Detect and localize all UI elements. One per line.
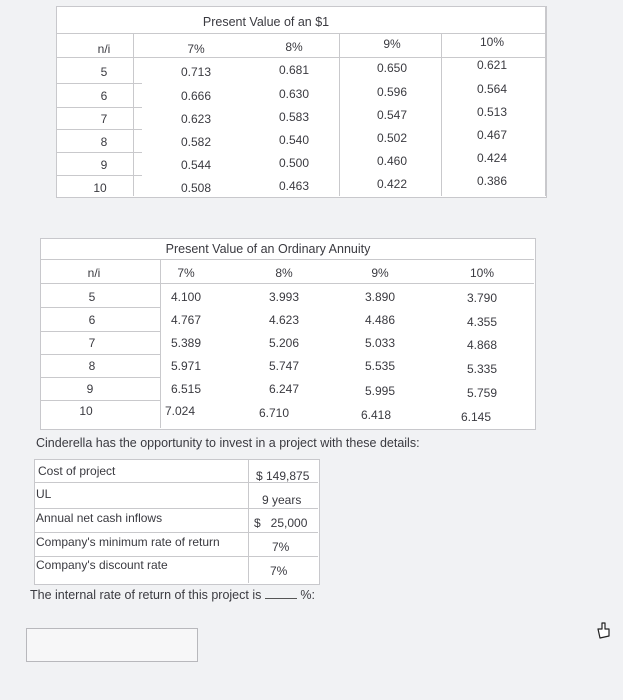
pv-cell: 0.540 — [278, 133, 310, 147]
detail-label: UL — [36, 487, 52, 501]
pv-cell: 0.564 — [476, 82, 508, 96]
annuity-cell: 8 — [88, 359, 96, 373]
pv-cell: 9 — [100, 158, 108, 172]
annuity-header-8: 8% — [275, 266, 293, 280]
annuity-cell: 4.355 — [466, 315, 498, 329]
question-intro: Cinderella has the opportunity to invest in a project with these details: — [36, 436, 420, 450]
pv-cell: 8 — [100, 135, 108, 149]
detail-value: $ 25,000 — [254, 516, 308, 530]
pv-cell: 0.508 — [180, 181, 212, 195]
annuity-cell: 9 — [86, 382, 94, 396]
detail-value: 7% — [270, 564, 288, 578]
annuity-cell: 5.971 — [170, 359, 202, 373]
pv-header-10: 10% — [479, 35, 505, 49]
irr-prompt-suffix: %: — [300, 588, 315, 602]
annuity-cell: 6.710 — [258, 406, 290, 420]
detail-label: Cost of project — [38, 464, 116, 478]
annuity-cell: 4.767 — [170, 313, 202, 327]
annuity-cell: 5.747 — [268, 359, 300, 373]
pv-cell: 0.502 — [376, 131, 408, 145]
annuity-cell: 5.206 — [268, 336, 300, 350]
annuity-cell: 5.335 — [466, 362, 498, 376]
detail-label: Company's minimum rate of return — [36, 535, 220, 549]
annuity-cell: 5 — [88, 290, 96, 304]
pv-cell: 0.630 — [278, 87, 310, 101]
annuity-cell: 5.033 — [364, 336, 396, 350]
pv-cell: 0.460 — [376, 154, 408, 168]
annuity-header-10: 10% — [469, 266, 495, 280]
annuity-cell: 5.535 — [364, 359, 396, 373]
pv-cell: 0.467 — [476, 128, 508, 142]
pv-cell: 0.650 — [376, 61, 408, 75]
annuity-cell: 5.995 — [364, 384, 396, 398]
pv-header-8: 8% — [285, 40, 303, 54]
pv-cell: 0.500 — [278, 156, 310, 170]
pv-cell: 0.544 — [180, 158, 212, 172]
detail-value: $ 149,875 — [256, 469, 310, 483]
detail-value: 7% — [272, 540, 290, 554]
annuity-cell: 6 — [88, 313, 96, 327]
irr-answer-input[interactable] — [26, 628, 198, 662]
annuity-cell: 6.418 — [360, 408, 392, 422]
irr-prompt — [30, 588, 315, 602]
pv-cell: 0.596 — [376, 85, 408, 99]
annuity-cell: 4.486 — [364, 313, 396, 327]
annuity-cell: 3.790 — [466, 291, 498, 305]
pv-cell: 0.582 — [180, 135, 212, 149]
pv-cell: 0.621 — [476, 58, 508, 72]
pv-cell: 7 — [100, 112, 108, 126]
pv-cell: 0.623 — [180, 112, 212, 126]
annuity-table-title: Present Value of an Ordinary Annuity — [165, 242, 371, 256]
annuity-cell: 3.890 — [364, 290, 396, 304]
pv-table-title: Present Value of an $1 — [202, 15, 330, 29]
annuity-cell: 3.993 — [268, 290, 300, 304]
pv-cell: 0.666 — [180, 89, 212, 103]
pv-header-n: n/i — [97, 42, 111, 56]
annuity-cell: 6.247 — [268, 382, 300, 396]
pv-cell: 0.386 — [476, 174, 508, 188]
pv-cell: 10 — [93, 181, 107, 195]
pv-cell: 0.513 — [476, 105, 508, 119]
irr-prompt-text: The internal rate of return of this project is — [30, 588, 262, 602]
pv-cell: 0.547 — [376, 108, 408, 122]
annuity-cell: 4.100 — [170, 290, 202, 304]
annuity-cell: 6.515 — [170, 382, 202, 396]
pv-cell: 6 — [100, 89, 108, 103]
pv-cell: 0.424 — [476, 151, 508, 165]
annuity-cell: 4.868 — [466, 338, 498, 352]
annuity-cell: 7.024 — [164, 404, 196, 418]
pv-header-9: 9% — [383, 37, 401, 51]
irr-blank — [265, 588, 297, 599]
pv-cell: 0.422 — [376, 177, 408, 191]
detail-label: Company's discount rate — [36, 558, 168, 572]
annuity-cell: 5.389 — [170, 336, 202, 350]
detail-value: 9 years — [262, 493, 302, 507]
pv-cell: 0.681 — [278, 63, 310, 77]
pv-cell: 0.713 — [180, 65, 212, 79]
pv-cell: 0.463 — [278, 179, 310, 193]
annuity-cell: 5.759 — [466, 386, 498, 400]
annuity-cell: 7 — [88, 336, 96, 350]
pv-header-7: 7% — [187, 42, 205, 56]
detail-label: Annual net cash inflows — [36, 511, 163, 525]
annuity-header-9: 9% — [371, 266, 389, 280]
annuity-header-n: n/i — [87, 266, 101, 280]
annuity-cell: 4.623 — [268, 313, 300, 327]
pv-cell: 5 — [100, 65, 108, 79]
mouse-cursor-icon — [596, 621, 612, 641]
annuity-cell: 6.145 — [460, 410, 492, 424]
annuity-cell: 10 — [79, 404, 93, 418]
pv-cell: 0.583 — [278, 110, 310, 124]
annuity-header-7: 7% — [177, 266, 195, 280]
